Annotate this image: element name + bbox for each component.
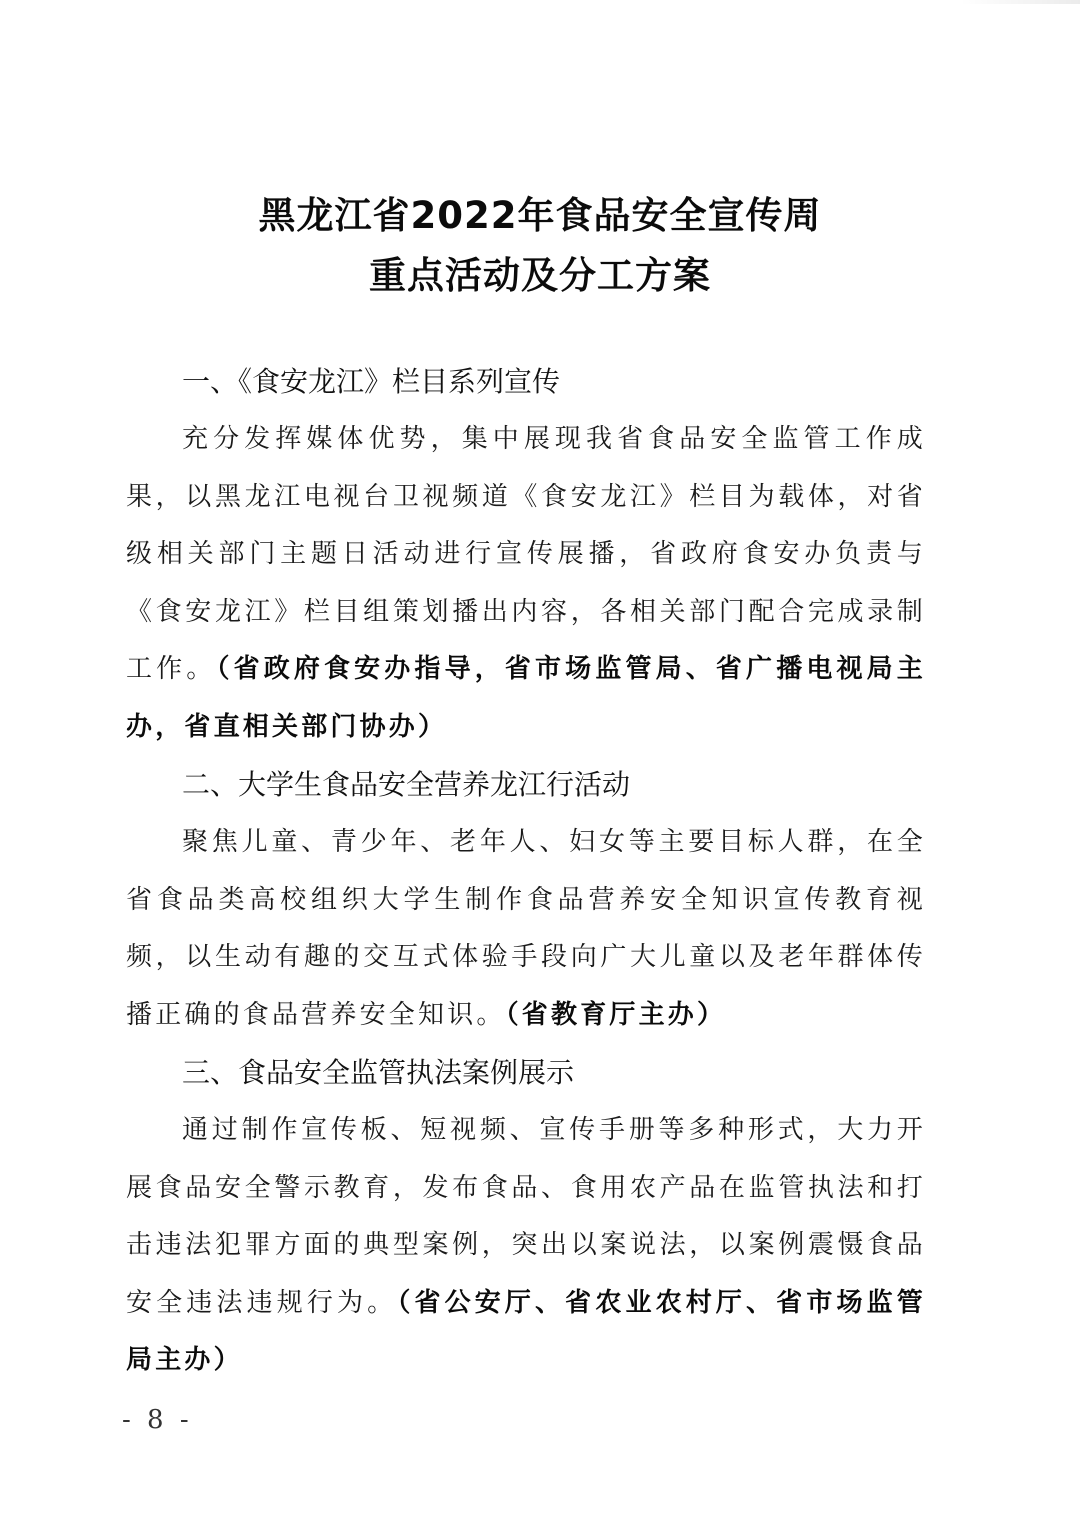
section-heading: 三、食品安全监管执法案例展示 — [182, 1056, 575, 1089]
section-2 — [126, 756, 926, 1044]
section-heading: 二、大学生食品安全营养龙江行活动 — [182, 768, 631, 801]
section-paragraph — [126, 814, 926, 1044]
document-title — [0, 186, 1080, 306]
scan-edge-mark — [960, 0, 1080, 4]
title-line-2: 重点活动及分工方案 — [369, 254, 711, 297]
section-body-text: 通过制作宣传板、短视频、宣传手册等多种形式，大力开展食品安全警示教育，发布食品、食用农产品在监管执法和打击违法犯罪方面的典型案例，突出以案说法，以案例震慑食品安全违法违规行为。 — [126, 1115, 926, 1318]
section-heading: 一、《食安龙江》栏目系列宣传 — [182, 365, 561, 398]
section-paragraph — [126, 411, 926, 756]
page-number: - 8 - — [122, 1405, 193, 1435]
section-1 — [126, 353, 926, 756]
section-paragraph — [126, 1102, 926, 1390]
section-body-text: 聚焦儿童、青少年、老年人、妇女等主要目标人群，在全省食品类高校组织大学生制作食品营养安全知识宣传教育视频，以生动有趣的交互式体验手段向广大儿童以及老年群体传播正确的食品营养安全知识。 — [126, 827, 926, 1030]
section-body-text: 充分发挥媒体优势，集中展现我省食品安全监管工作成果，以黑龙江电视台卫视频道《食安龙江》栏目为载体，对省级相关部门主题日活动进行宣传展播，省政府食安办负责与《食安龙江》栏目组策划播出内容，各相关部门配合完成录制工作。 — [126, 424, 926, 684]
responsible-units: （省公安厅、省农业农村厅、省市场监管局主办） — [126, 1287, 926, 1375]
title-line-1: 黑龙江省2022年食品安全宣传周 — [258, 194, 822, 237]
section-3 — [126, 1044, 926, 1390]
responsible-units: （省政府食安办指导，省市场监管局、省广播电视局主办，省直相关部门协办） — [126, 654, 926, 742]
document-body — [126, 353, 926, 1390]
responsible-units: （省教育厅主办） — [505, 999, 727, 1030]
